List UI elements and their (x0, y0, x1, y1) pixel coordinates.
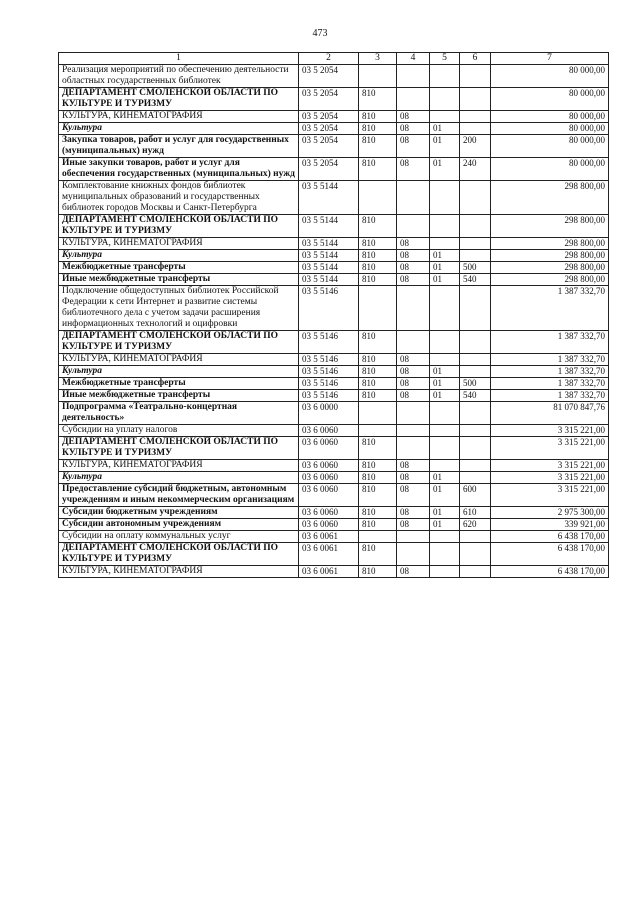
row-code: 03 5 2054 (299, 123, 359, 135)
page-number: 473 (312, 28, 328, 39)
row-name: Культура (59, 366, 299, 378)
header-col-4: 4 (397, 53, 430, 65)
row-amount: 6 438 170,00 (491, 543, 609, 566)
table-row (59, 274, 609, 286)
row-subsection: 01 (430, 158, 460, 181)
header-col-7: 7 (491, 53, 609, 65)
row-section (397, 437, 430, 460)
row-subsection (430, 437, 460, 460)
row-expense-type: 600 (460, 484, 491, 507)
row-amount: 3 315 221,00 (491, 484, 609, 507)
row-expense-type (460, 331, 491, 354)
row-name: Межбюджетные трансферты (59, 262, 299, 274)
row-subsection: 01 (430, 519, 460, 531)
row-section (397, 181, 430, 215)
row-group: 810 (359, 507, 397, 519)
row-group (359, 402, 397, 425)
row-code: 03 5 2054 (299, 65, 359, 88)
row-subsection (430, 425, 460, 437)
row-name: Субсидии на уплату налогов (59, 425, 299, 437)
table-row (59, 507, 609, 519)
row-amount: 298 800,00 (491, 262, 609, 274)
row-code: 03 5 5146 (299, 354, 359, 366)
row-section (397, 531, 430, 543)
row-section (397, 331, 430, 354)
row-amount: 298 800,00 (491, 215, 609, 238)
row-name: КУЛЬТУРА, КИНЕМАТОГРАФИЯ (59, 238, 299, 250)
row-name: КУЛЬТУРА, КИНЕМАТОГРАФИЯ (59, 566, 299, 578)
row-expense-type (460, 531, 491, 543)
row-section: 08 (397, 566, 430, 578)
row-group: 810 (359, 274, 397, 286)
row-code: 03 5 2054 (299, 111, 359, 123)
row-expense-type: 620 (460, 519, 491, 531)
row-name: КУЛЬТУРА, КИНЕМАТОГРАФИЯ (59, 111, 299, 123)
row-group: 810 (359, 354, 397, 366)
row-section: 08 (397, 507, 430, 519)
row-expense-type (460, 111, 491, 123)
row-name: Закупка товаров, работ и услуг для государственных (муниципальных) нужд (59, 135, 299, 158)
row-name: Подключение общедоступных библиотек Российской Федерации к сети Интернет и развитие системы библиотечного дела с учетом задачи расширения информационных технологий и оцифровки (59, 286, 299, 331)
row-expense-type: 540 (460, 390, 491, 402)
row-code: 03 5 2054 (299, 135, 359, 158)
row-expense-type (460, 366, 491, 378)
row-code: 03 5 5144 (299, 262, 359, 274)
row-section: 08 (397, 238, 430, 250)
table-row (59, 472, 609, 484)
row-expense-type (460, 65, 491, 88)
row-expense-type (460, 472, 491, 484)
row-subsection (430, 460, 460, 472)
row-amount: 339 921,00 (491, 519, 609, 531)
row-expense-type (460, 543, 491, 566)
row-section: 08 (397, 472, 430, 484)
row-code: 03 6 0061 (299, 566, 359, 578)
row-section (397, 215, 430, 238)
row-code: 03 6 0061 (299, 543, 359, 566)
row-group: 810 (359, 437, 397, 460)
row-code: 03 6 0060 (299, 519, 359, 531)
row-expense-type (460, 437, 491, 460)
row-group: 810 (359, 123, 397, 135)
row-amount: 81 070 847,76 (491, 402, 609, 425)
row-name: Межбюджетные трансферты (59, 378, 299, 390)
row-amount: 2 975 300,00 (491, 507, 609, 519)
table-row (59, 250, 609, 262)
row-subsection: 01 (430, 390, 460, 402)
row-name: ДЕПАРТАМЕНТ СМОЛЕНСКОЙ ОБЛАСТИ ПО КУЛЬТУРЕ И ТУРИЗМУ (59, 215, 299, 238)
row-expense-type (460, 402, 491, 425)
row-code: 03 6 0060 (299, 484, 359, 507)
row-code: 03 5 5146 (299, 331, 359, 354)
table-row (59, 65, 609, 88)
row-section: 08 (397, 460, 430, 472)
row-amount: 80 000,00 (491, 65, 609, 88)
header-row (59, 53, 609, 65)
row-code: 03 5 2054 (299, 158, 359, 181)
row-amount: 1 387 332,70 (491, 286, 609, 331)
row-subsection (430, 88, 460, 111)
row-section: 08 (397, 250, 430, 262)
row-code: 03 5 5144 (299, 250, 359, 262)
row-group (359, 425, 397, 437)
table-row (59, 262, 609, 274)
row-expense-type (460, 88, 491, 111)
row-code: 03 5 2054 (299, 88, 359, 111)
row-group: 810 (359, 460, 397, 472)
row-code: 03 5 5146 (299, 390, 359, 402)
table-row (59, 238, 609, 250)
row-subsection (430, 543, 460, 566)
row-section: 08 (397, 123, 430, 135)
row-name: Комплектование книжных фондов библиотек муниципальных образований и государственных библиотек городов Москвы и Санкт-Петербурга (59, 181, 299, 215)
row-expense-type (460, 425, 491, 437)
row-section: 08 (397, 111, 430, 123)
row-expense-type (460, 238, 491, 250)
row-subsection: 01 (430, 250, 460, 262)
row-amount: 3 315 221,00 (491, 437, 609, 460)
table-row (59, 181, 609, 215)
row-section: 08 (397, 354, 430, 366)
row-name: Иные закупки товаров, работ и услуг для обеспечения государственных (муниципальных) нужд (59, 158, 299, 181)
row-amount: 1 387 332,70 (491, 366, 609, 378)
header-col-2: 2 (299, 53, 359, 65)
row-amount: 3 315 221,00 (491, 472, 609, 484)
row-group: 810 (359, 543, 397, 566)
row-group: 810 (359, 519, 397, 531)
row-expense-type: 240 (460, 158, 491, 181)
row-expense-type (460, 460, 491, 472)
row-code: 03 6 0061 (299, 531, 359, 543)
row-section: 08 (397, 378, 430, 390)
row-expense-type (460, 286, 491, 331)
row-group: 810 (359, 158, 397, 181)
table-row (59, 437, 609, 460)
row-section (397, 286, 430, 331)
row-section: 08 (397, 390, 430, 402)
row-code: 03 5 5146 (299, 378, 359, 390)
table-row (59, 215, 609, 238)
row-code: 03 6 0060 (299, 507, 359, 519)
row-subsection (430, 286, 460, 331)
row-group: 810 (359, 331, 397, 354)
row-amount: 80 000,00 (491, 111, 609, 123)
row-amount: 6 438 170,00 (491, 531, 609, 543)
row-name: КУЛЬТУРА, КИНЕМАТОГРАФИЯ (59, 354, 299, 366)
row-group (359, 286, 397, 331)
row-name: ДЕПАРТАМЕНТ СМОЛЕНСКОЙ ОБЛАСТИ ПО КУЛЬТУРЕ И ТУРИЗМУ (59, 331, 299, 354)
row-section (397, 65, 430, 88)
row-code: 03 6 0000 (299, 402, 359, 425)
row-amount: 3 315 221,00 (491, 425, 609, 437)
row-section: 08 (397, 484, 430, 507)
row-group (359, 65, 397, 88)
table-row (59, 566, 609, 578)
row-group: 810 (359, 390, 397, 402)
row-section (397, 88, 430, 111)
row-group: 810 (359, 135, 397, 158)
row-group: 810 (359, 111, 397, 123)
row-expense-type: 500 (460, 378, 491, 390)
row-code: 03 6 0060 (299, 460, 359, 472)
row-subsection (430, 65, 460, 88)
row-subsection: 01 (430, 135, 460, 158)
row-name: Иные межбюджетные трансферты (59, 274, 299, 286)
row-name: Субсидии автономным учреждениям (59, 519, 299, 531)
row-name: Субсидии на оплату коммунальных услуг (59, 531, 299, 543)
row-group (359, 181, 397, 215)
row-name: ДЕПАРТАМЕНТ СМОЛЕНСКОЙ ОБЛАСТИ ПО КУЛЬТУРЕ И ТУРИЗМУ (59, 88, 299, 111)
row-expense-type (460, 354, 491, 366)
row-name: Субсидии бюджетным учреждениям (59, 507, 299, 519)
row-subsection: 01 (430, 366, 460, 378)
table-row (59, 366, 609, 378)
row-section: 08 (397, 262, 430, 274)
row-section: 08 (397, 519, 430, 531)
row-code: 03 5 5144 (299, 274, 359, 286)
row-group: 810 (359, 88, 397, 111)
header-col-3: 3 (359, 53, 397, 65)
row-subsection (430, 331, 460, 354)
row-code: 03 5 5144 (299, 181, 359, 215)
table-row (59, 111, 609, 123)
table-row (59, 519, 609, 531)
row-amount: 1 387 332,70 (491, 331, 609, 354)
row-amount: 298 800,00 (491, 250, 609, 262)
row-subsection: 01 (430, 262, 460, 274)
table-row (59, 531, 609, 543)
budget-table (58, 52, 609, 578)
row-name: Предоставление субсидий бюджетным, автономным учреждениям и иным некоммерческим организациям (59, 484, 299, 507)
row-subsection: 01 (430, 378, 460, 390)
row-code: 03 5 5146 (299, 366, 359, 378)
table-row (59, 286, 609, 331)
row-subsection (430, 531, 460, 543)
row-name: ДЕПАРТАМЕНТ СМОЛЕНСКОЙ ОБЛАСТИ ПО КУЛЬТУРЕ И ТУРИЗМУ (59, 543, 299, 566)
row-amount: 80 000,00 (491, 158, 609, 181)
row-expense-type: 500 (460, 262, 491, 274)
table-row (59, 390, 609, 402)
table-row (59, 135, 609, 158)
row-group: 810 (359, 215, 397, 238)
header-col-5: 5 (430, 53, 460, 65)
row-expense-type (460, 250, 491, 262)
row-amount: 1 387 332,70 (491, 354, 609, 366)
row-group: 810 (359, 238, 397, 250)
row-subsection (430, 181, 460, 215)
row-group: 810 (359, 366, 397, 378)
row-group: 810 (359, 472, 397, 484)
row-expense-type (460, 566, 491, 578)
header-col-1: 1 (59, 53, 299, 65)
row-code: 03 5 5146 (299, 286, 359, 331)
row-code: 03 6 0060 (299, 437, 359, 460)
table-row (59, 123, 609, 135)
row-amount: 80 000,00 (491, 88, 609, 111)
row-section (397, 425, 430, 437)
row-section: 08 (397, 135, 430, 158)
row-subsection: 01 (430, 484, 460, 507)
row-section: 08 (397, 158, 430, 181)
row-amount: 80 000,00 (491, 135, 609, 158)
row-section: 08 (397, 274, 430, 286)
row-amount: 298 800,00 (491, 274, 609, 286)
row-group: 810 (359, 262, 397, 274)
table-row (59, 402, 609, 425)
row-name: КУЛЬТУРА, КИНЕМАТОГРАФИЯ (59, 460, 299, 472)
row-expense-type: 540 (460, 274, 491, 286)
table-row (59, 460, 609, 472)
table-row (59, 88, 609, 111)
row-amount: 298 800,00 (491, 181, 609, 215)
table-row (59, 354, 609, 366)
row-amount: 6 438 170,00 (491, 566, 609, 578)
row-expense-type (460, 215, 491, 238)
row-code: 03 5 5144 (299, 238, 359, 250)
table-row (59, 158, 609, 181)
row-amount: 298 800,00 (491, 238, 609, 250)
row-expense-type: 610 (460, 507, 491, 519)
row-group: 810 (359, 250, 397, 262)
row-section (397, 543, 430, 566)
row-subsection: 01 (430, 472, 460, 484)
table-row (59, 543, 609, 566)
table-row (59, 378, 609, 390)
row-section (397, 402, 430, 425)
row-section: 08 (397, 366, 430, 378)
table-body (59, 65, 609, 578)
row-code: 03 6 0060 (299, 425, 359, 437)
row-subsection: 01 (430, 507, 460, 519)
row-expense-type (460, 181, 491, 215)
table-row (59, 484, 609, 507)
row-subsection (430, 111, 460, 123)
row-subsection: 01 (430, 274, 460, 286)
row-name: Подпрограмма «Театрально-концертная деятельность» (59, 402, 299, 425)
row-amount: 1 387 332,70 (491, 390, 609, 402)
row-name: Реализация мероприятий по обеспечению деятельности областных государственных библиотек (59, 65, 299, 88)
row-group: 810 (359, 484, 397, 507)
table-row (59, 425, 609, 437)
row-name: Культура (59, 250, 299, 262)
row-amount: 1 387 332,70 (491, 378, 609, 390)
row-subsection: 01 (430, 123, 460, 135)
row-group (359, 531, 397, 543)
row-subsection (430, 215, 460, 238)
row-code: 03 5 5144 (299, 215, 359, 238)
row-name: Культура (59, 472, 299, 484)
row-expense-type (460, 123, 491, 135)
row-subsection (430, 354, 460, 366)
row-name: Культура (59, 123, 299, 135)
header-col-6: 6 (460, 53, 491, 65)
row-subsection (430, 566, 460, 578)
row-group: 810 (359, 378, 397, 390)
row-group: 810 (359, 566, 397, 578)
row-subsection (430, 238, 460, 250)
row-name: Иные межбюджетные трансферты (59, 390, 299, 402)
row-expense-type: 200 (460, 135, 491, 158)
row-amount: 3 315 221,00 (491, 460, 609, 472)
row-subsection (430, 402, 460, 425)
table-row (59, 331, 609, 354)
row-name: ДЕПАРТАМЕНТ СМОЛЕНСКОЙ ОБЛАСТИ ПО КУЛЬТУРЕ И ТУРИЗМУ (59, 437, 299, 460)
row-amount: 80 000,00 (491, 123, 609, 135)
row-code: 03 6 0060 (299, 472, 359, 484)
